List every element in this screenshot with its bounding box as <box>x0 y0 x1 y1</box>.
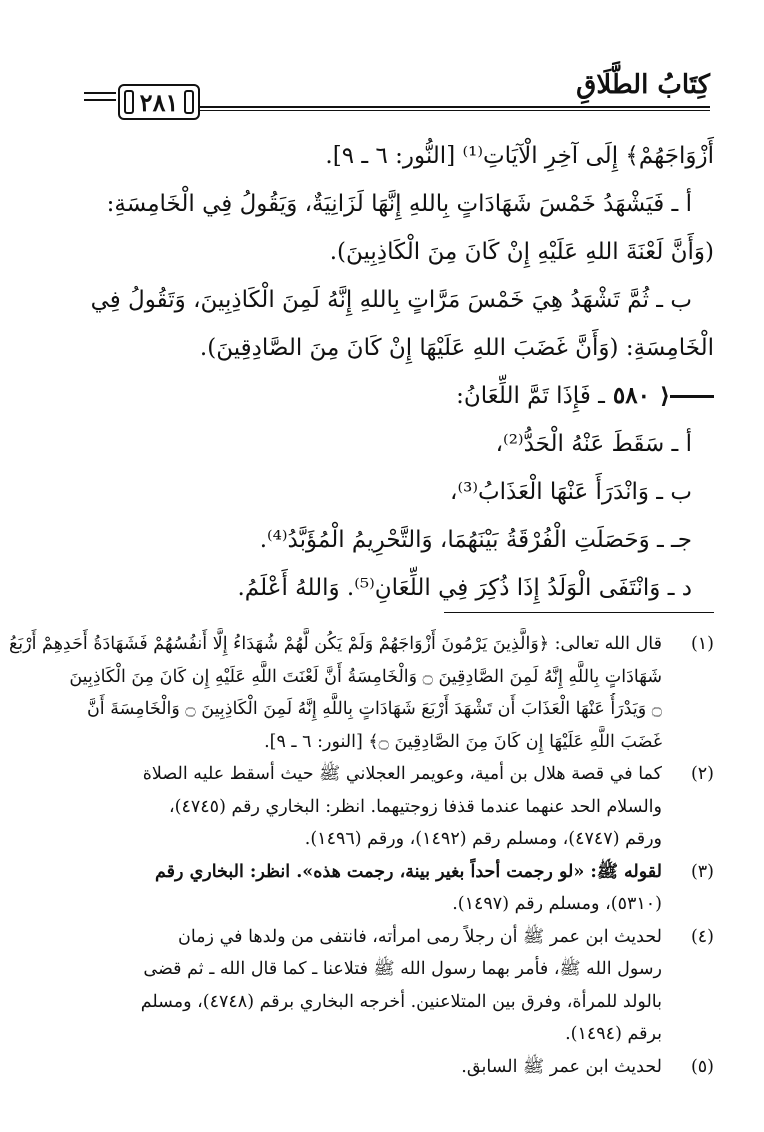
footnote-line: كما في قصة هلال بن أمية، وعويمر العجلاني ﷺ حيث أسقط عليه الصلاة <box>142 764 662 784</box>
text-line: أ ـ فَيَشْهَدُ خَمْسَ شَهَادَاتٍ بِاللهِ إِنَّهَا لَزَانِيَةٌ، وَيَقُولُ فِي الْخَامِسَةِ: <box>106 191 692 217</box>
footnote-line: غَضَبَ اللَّهِ عَلَيْهَا إِن كَانَ مِنَ الصَّادِقِينَ ۝﴾ [النور: ٦ ـ ٩]. <box>264 731 662 752</box>
footnote-line: رسول الله ﷺ، فأمر بهما رسول الله ﷺ فتلاعنا ـ كما قال الله ـ ثم قضى <box>143 959 662 979</box>
footnote-number: (١) <box>690 634 714 654</box>
list-item: أ ـ سَقَطَ عَنْهُ الْحَدُّ⁽²⁾، <box>495 431 692 457</box>
section-marker-icon: ⟨ <box>660 372 714 420</box>
footnote-line: شَهَادَاتٍ بِاللَّهِ إِنَّهُ لَمِنَ الصَّادِقِينَ ۝ وَالْخَامِسَةُ أَنَّ لَعْنَتَ اللَّهِ عَلَيْهِ إِن كَانَ مِنَ الْكَاذِبِينَ <box>69 666 662 687</box>
footnote <box>8 628 714 758</box>
footnote-line: والسلام الحد عنهما عندما قذفا زوجتيهما. انظر: البخاري رقم (٤٧٤٥)، <box>168 796 662 817</box>
footnote-number: (٢) <box>690 764 714 784</box>
text-line: أَزْوَاجَهُمْ﴾ إِلَى آخِرِ الْآيَاتِ⁽¹⁾ [النُّور: ٦ ـ ٩]. <box>325 143 714 169</box>
footnote-line: برقم (١٤٩٤). <box>565 1024 662 1044</box>
footnote-line: (٥٣١٠)، ومسلم رقم (١٤٩٧). <box>452 894 662 914</box>
footnote <box>54 921 714 1051</box>
list-item: ب ـ وَانْدَرَأَ عَنْهَا الْعَذَابُ⁽³⁾، <box>450 479 692 505</box>
section-title: ـ فَإِذَا تَمَّ اللِّعَانُ: <box>456 383 605 409</box>
main-text <box>54 132 714 612</box>
footnote <box>54 758 714 856</box>
footnote-line: لقوله ﷺ: «لو رجمت أحداً بغير بينة، رجمت هذه». انظر: البخاري رقم <box>155 861 662 882</box>
footnote-number: (٣) <box>690 861 714 882</box>
chapter-title: كِتَابُ الطَّلَاقِ <box>576 70 710 100</box>
page-number-box <box>118 84 200 120</box>
text-line: الْخَامِسَةِ: (وَأَنَّ غَضَبَ اللهِ عَلَيْهَا إِنْ كَانَ مِنَ الصَّادِقِينَ). <box>199 335 714 361</box>
text-line: (وَأَنَّ لَعْنَةَ اللهِ عَلَيْهِ إِنْ كَانَ مِنَ الْكَاذِبِينَ). <box>329 239 714 265</box>
footnote-line: لحديث ابن عمر ﷺ السابق. <box>461 1056 662 1077</box>
footnote-number: (٥) <box>690 1056 714 1077</box>
footnote <box>54 1051 714 1084</box>
footnotes <box>8 628 714 1083</box>
footnote-line: لحديث ابن عمر ﷺ أن رجلاً رمى امرأته، فانتفى من ولدها في زمان <box>178 926 662 947</box>
list-item: جـ ـ وَحَصَلَتِ الْفُرْقَةُ بَيْنَهُمَا، وَالتَّحْرِيمُ الْمُؤَبَّدُ⁽⁴⁾. <box>259 527 692 553</box>
list-item: د ـ وَانْتَفَى الْوَلَدُ إِذَا ذُكِرَ فِي اللِّعَانِ⁽⁵⁾. وَاللهُ أَعْلَمُ. <box>237 575 692 601</box>
section-heading <box>54 372 714 420</box>
header-ornament-lines <box>84 92 116 106</box>
footnote-line: بالولد للمرأة، وفرق بين المتلاعنين. أخرجه البخاري برقم (٤٧٤٨)، ومسلم <box>140 991 662 1012</box>
header-rule <box>198 106 710 108</box>
footnote-line: ۝ وَيَدْرَأُ عَنْهَا الْعَذَابَ أَن تَشْهَدَ أَرْبَعَ شَهَادَاتٍ بِاللَّهِ إِنَّهُ لَمِنَ الْكَاذِبِينَ ۝ وَالْخَامِسَةَ أَنَّ <box>86 699 662 719</box>
text-line: ب ـ ثُمَّ تَشْهَدُ هِيَ خَمْسَ مَرَّاتٍ بِاللهِ إِنَّهُ لَمِنَ الْكَاذِبِينَ، وَتَقُولُ فِي <box>90 287 692 313</box>
footnote-number: (٤) <box>690 926 714 947</box>
section-number: ٥٨٠ <box>612 382 650 409</box>
footnote-separator <box>444 612 714 613</box>
footnote <box>54 856 714 921</box>
footnote-line: ورقم (٤٧٤٧)، ومسلم رقم (١٤٩٢)، ورقم (١٤٩٦). <box>304 829 662 849</box>
page-number: ٢٨١ <box>139 87 179 117</box>
header-rule-thin <box>198 110 710 111</box>
footnote-line: قال الله تعالى: ﴿وَالَّذِينَ يَرْمُونَ أَزْوَاجَهُمْ وَلَمْ يَكُن لَّهُمْ شُهَدَاءُ إِلَّا أَنفُسُهُمْ فَشَهَادَةُ أَحَدِهِمْ أَرْبَعُ <box>8 634 662 654</box>
page-header <box>88 62 710 122</box>
